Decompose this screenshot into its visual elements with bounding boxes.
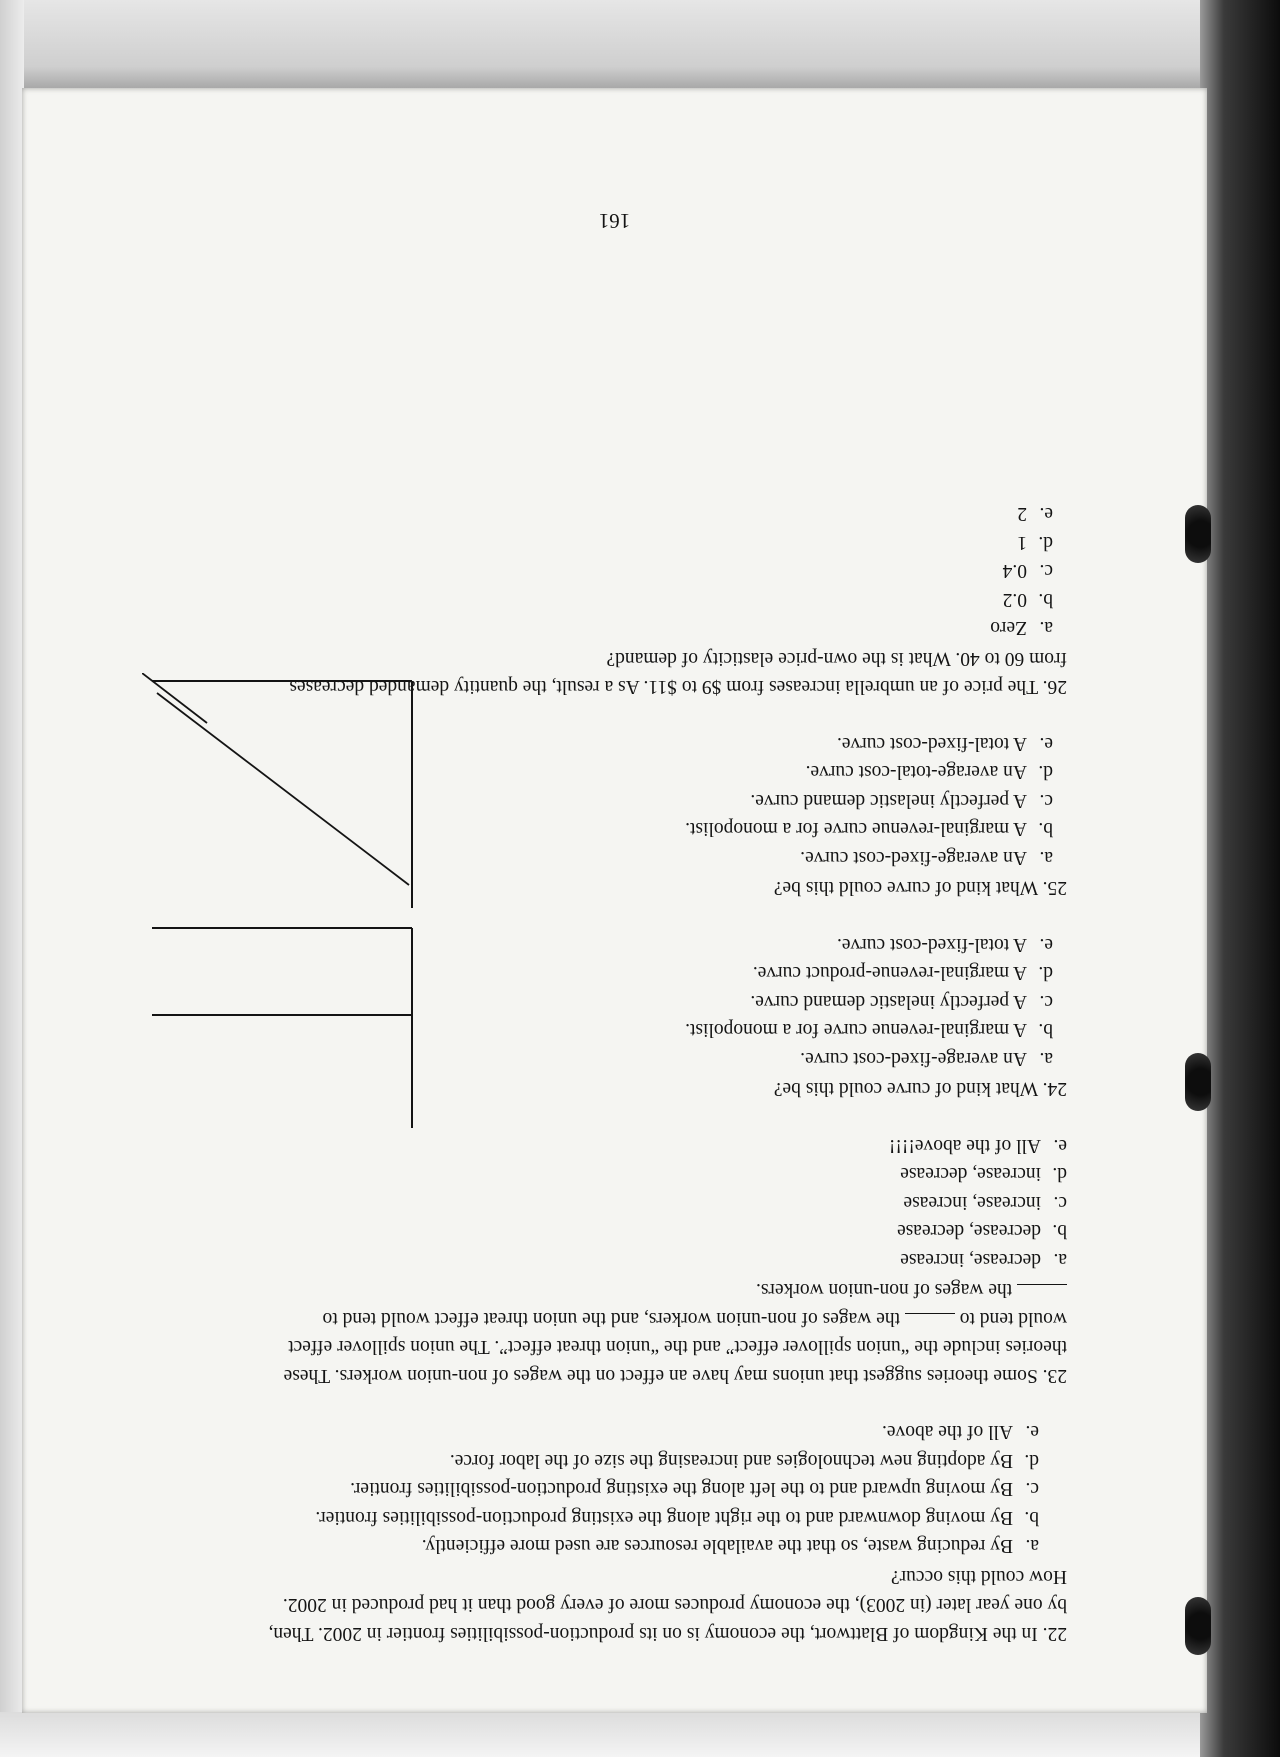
question-line: Some theories suggest that unions may have an effect on the wages of non-union workers. These xyxy=(283,1365,1038,1386)
option-b: b.By moving downward and to the right along the existing production-possibilities frontier. xyxy=(315,1507,1039,1528)
option-a: a.Zero xyxy=(990,617,1053,639)
option-c: c.0.4 xyxy=(1002,560,1053,582)
option-e: e.2 xyxy=(1017,503,1053,525)
option-c: c.increase, increase xyxy=(903,1192,1067,1213)
question-line: In the Kingdom of Blattwort, the economy is on its production-possibilities frontier in 2002. Then, xyxy=(268,1623,1038,1644)
scanner-background-top xyxy=(0,0,1280,95)
option-e: e.A total-fixed-cost curve. xyxy=(836,733,1053,754)
question-number: 22. xyxy=(1042,1623,1067,1644)
option-d: d.An average-total-cost curve. xyxy=(805,761,1053,783)
question-25-figure xyxy=(142,673,442,913)
scanned-page xyxy=(22,88,1207,1713)
figure-25-graph xyxy=(142,673,442,913)
question-22 xyxy=(127,1417,1067,1647)
option-b: b.decrease, decrease xyxy=(897,1220,1067,1242)
question-line: would tend to xyxy=(959,1308,1067,1329)
option-b: b.0.2 xyxy=(1002,589,1053,610)
option-a: a.An average-fixed-cost curve. xyxy=(800,1048,1053,1069)
scanner-background-bottom xyxy=(0,1712,1280,1757)
question-line: theories include the “union spillover effect” and the “union threat effect”. The union spillover effect xyxy=(288,1336,1067,1358)
scanner-background-left xyxy=(0,0,24,1757)
question-26-options xyxy=(127,499,1053,642)
question-number: 23. xyxy=(1042,1365,1067,1386)
question-26 xyxy=(127,499,1067,701)
question-number: 26. xyxy=(1042,676,1067,698)
question-24-figure xyxy=(142,923,442,1133)
figure-25-sloped-curve xyxy=(157,693,409,885)
question-line: by one year later (in 2003), the economy produces more of every good than it had produced in 2002. xyxy=(282,1594,1067,1616)
question-23-options xyxy=(127,1131,1067,1274)
question-line: The price of an umbrella increases from $9 to $11. As a result, the quantity demanded decreases xyxy=(289,676,1039,698)
option-c: c.By moving upward and to the left along the existing production-possibilities frontier. xyxy=(350,1478,1039,1500)
question-23 xyxy=(127,1131,1067,1390)
option-d: d.A marginal-revenue-product curve. xyxy=(752,962,1053,984)
option-e: e.All of the above. xyxy=(881,1421,1039,1443)
option-c: c.A perfectly inelastic demand curve. xyxy=(750,991,1053,1012)
question-line: the wages of non-union workers. xyxy=(755,1279,1013,1301)
page-number: 161 xyxy=(598,209,631,233)
option-c: c.A perfectly inelastic demand curve. xyxy=(750,790,1053,811)
binder-hole-middle xyxy=(1185,1053,1211,1111)
question-number: 25. xyxy=(1042,877,1067,899)
option-d: d.increase, decrease xyxy=(900,1163,1067,1185)
option-e: e.All of the above!!!! xyxy=(888,1135,1067,1156)
question-22-text xyxy=(127,1562,1067,1648)
option-e: e.A total-fixed-cost curve. xyxy=(836,934,1053,955)
question-number: 24. xyxy=(1042,1078,1067,1100)
option-a: a.By reducing waste, so that the available resources are used more efficiently. xyxy=(421,1535,1039,1557)
option-b: b.A marginal-revenue curve for a monopolist. xyxy=(685,1019,1053,1041)
question-line: the wages of non-union workers, and the union threat effect would tend to xyxy=(322,1308,900,1329)
figure-24-graph xyxy=(142,923,442,1133)
binder-hole-bottom xyxy=(1185,505,1211,563)
fill-in-blank-1 xyxy=(905,1313,955,1332)
question-line: How could this occur? xyxy=(891,1566,1067,1587)
question-22-options xyxy=(127,1417,1039,1560)
option-a: a.decrease, increase xyxy=(900,1249,1067,1270)
scanner-background-right xyxy=(1200,0,1280,1757)
question-23-text xyxy=(127,1275,1067,1389)
question-line: from 60 to 40. What is the own-price elasticity of demand? xyxy=(606,648,1067,669)
option-b: b.A marginal-revenue curve for a monopolist. xyxy=(685,818,1053,840)
question-line: What kind of curve could this be? xyxy=(773,877,1039,899)
fill-in-blank-2 xyxy=(1017,1285,1067,1304)
upright-page-content xyxy=(22,88,1207,1713)
option-a: a.An average-fixed-cost curve. xyxy=(800,847,1053,868)
option-d: d.1 xyxy=(1017,532,1053,553)
option-d: d.By adopting new technologies and increasing the size of the labor force. xyxy=(449,1450,1039,1471)
binder-hole-top xyxy=(1185,1597,1211,1655)
question-line: What kind of curve could this be? xyxy=(773,1078,1039,1100)
